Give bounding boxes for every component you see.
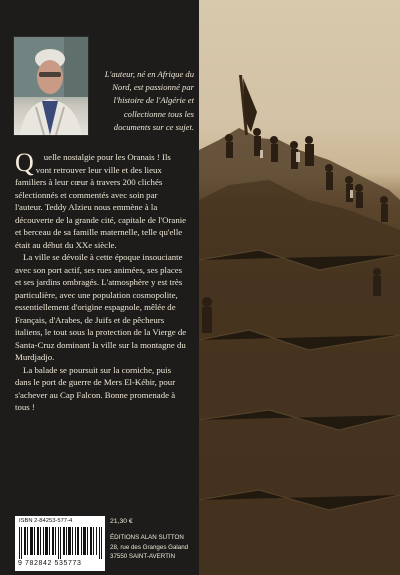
author-note: L'auteur, né en Afrique du Nord, est passionné par l'histoire de l'Algérie et collectionne tous les documents sur ce sujet. [104,69,194,132]
sepia-photo [199,0,400,575]
author-portrait-image [14,37,88,135]
barcode-label [15,516,105,571]
text-panel [0,0,199,575]
publisher-block [110,533,188,562]
publisher-name: ÉDITIONS ALAN SUTTON [110,534,184,541]
description [15,148,187,414]
publisher-address-line2: 37550 SAINT-AVERTIN [110,553,176,561]
description-paragraph: La balade se poursuit sur la corniche, puis dans le port de guerre de Mers El-Kébir, pour s'achever au Cap Falcon. Bonne promenade à tous ! [15,364,176,412]
hillside-crowd-image [199,0,400,575]
drop-cap: Q [15,148,34,177]
description-text: uelle nostalgie pour les Oranais ! Ils vont retrouver leur ville et des lieux familiers à leur cœur à travers 200 clichés sélectionnés et commentés avec soin par l'auteur. Teddy Alzieu nous emmène à la découverte de la grande cité, capitale de l'Oranie et berceau de sa famille maternelle, telle qu'elle était au début du XXe siècle. [15,152,187,250]
price: 21,30 € [110,518,133,525]
description-paragraph [15,148,187,251]
isbn: ISBN 2-84253-577-4 [19,518,73,524]
barcode-number: 9 782842 535773 [18,560,82,567]
author-portrait [13,36,89,136]
publisher-address-line1: 28, rue des Granges Galand [110,543,189,551]
barcode-icon [19,527,103,559]
description-paragraph: La ville se dévoile à cette époque insouciante avec son port actif, ses rues animées, ses places et ses jardins ombragés. L'atmosphère y est très particulière, avec une population cosmopolite, essentiellement d'origine espagnole, mêlée de Français, d'Arabes, de Juifs et de pêcheurs italiens, le tout sous la protection de la Vierge de Santa-Cruz dominant la ville sur la montagne du Murdjadjo. [15,252,187,362]
